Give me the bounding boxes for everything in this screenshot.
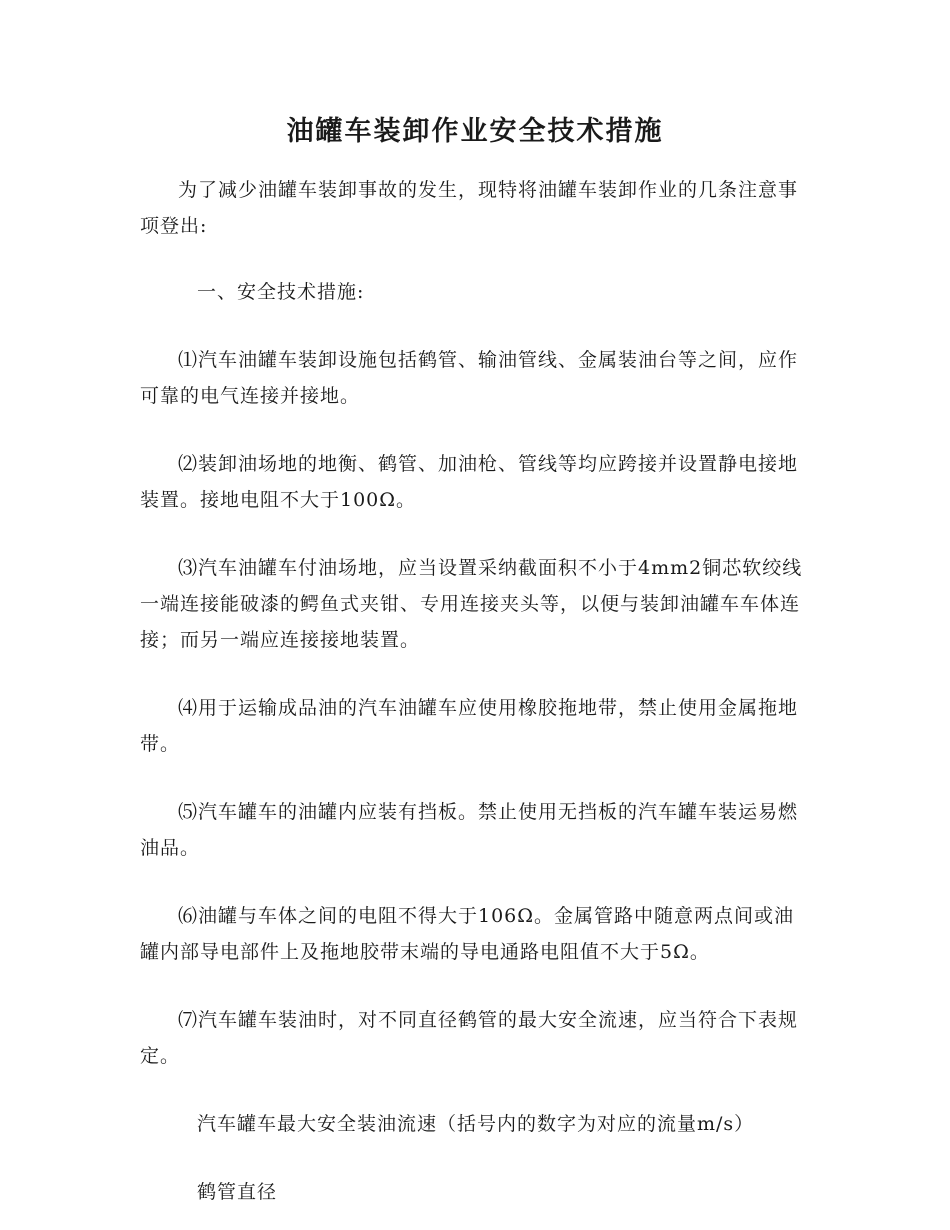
measure-item-4: ⑷用于运输成品油的汽车油罐车应使用橡胶拖地带，禁止使用金属拖地带。: [140, 697, 799, 755]
section-heading: 一、安全技术措施:: [197, 281, 365, 303]
intro-paragraph: 为了减少油罐车装卸事故的发生，现特将油罐车装卸作业的几条注意事项登出:: [140, 179, 799, 237]
table-caption: 汽车罐车最大安全装油流速（括号内的数字为对应的流量m/s）: [197, 1113, 755, 1135]
measure-item-5: ⑸汽车罐车的油罐内应装有挡板。禁止使用无挡板的汽车罐车装运易燃油品。: [140, 801, 799, 859]
measure-item-3: ⑶汽车油罐车付油场地，应当设置采纳截面积不小于4mm2铜芯软绞线一端连接能破漆的鳄鱼式夹钳、专用连接夹头等，以便与装卸油罐车车体连接；而另一端应连接接地装置。: [140, 557, 803, 651]
table-label-pipe-diameter: 鹤管直径: [197, 1181, 278, 1203]
measure-item-7: ⑺汽车罐车装油时，对不同直径鹤管的最大安全流速，应当符合下表规定。: [140, 1009, 799, 1067]
measure-item-1: ⑴汽车油罐车装卸设施包括鹤管、输油管线、金属装油台等之间，应作可靠的电气连接并接地。: [140, 349, 799, 407]
measure-item-2: ⑵装卸油场地的地衡、鹤管、加油枪、管线等均应跨接并设置静电接地装置。接地电阻不大于100Ω。: [140, 453, 799, 511]
measure-item-6: ⑹油罐与车体之间的电阻不得大于106Ω。金属管路中随意两点间或油罐内部导电部件上及拖地胶带末端的导电通路电阻值不大于5Ω。: [140, 905, 795, 963]
document-title: 油罐车装卸作业安全技术措施: [286, 116, 664, 147]
